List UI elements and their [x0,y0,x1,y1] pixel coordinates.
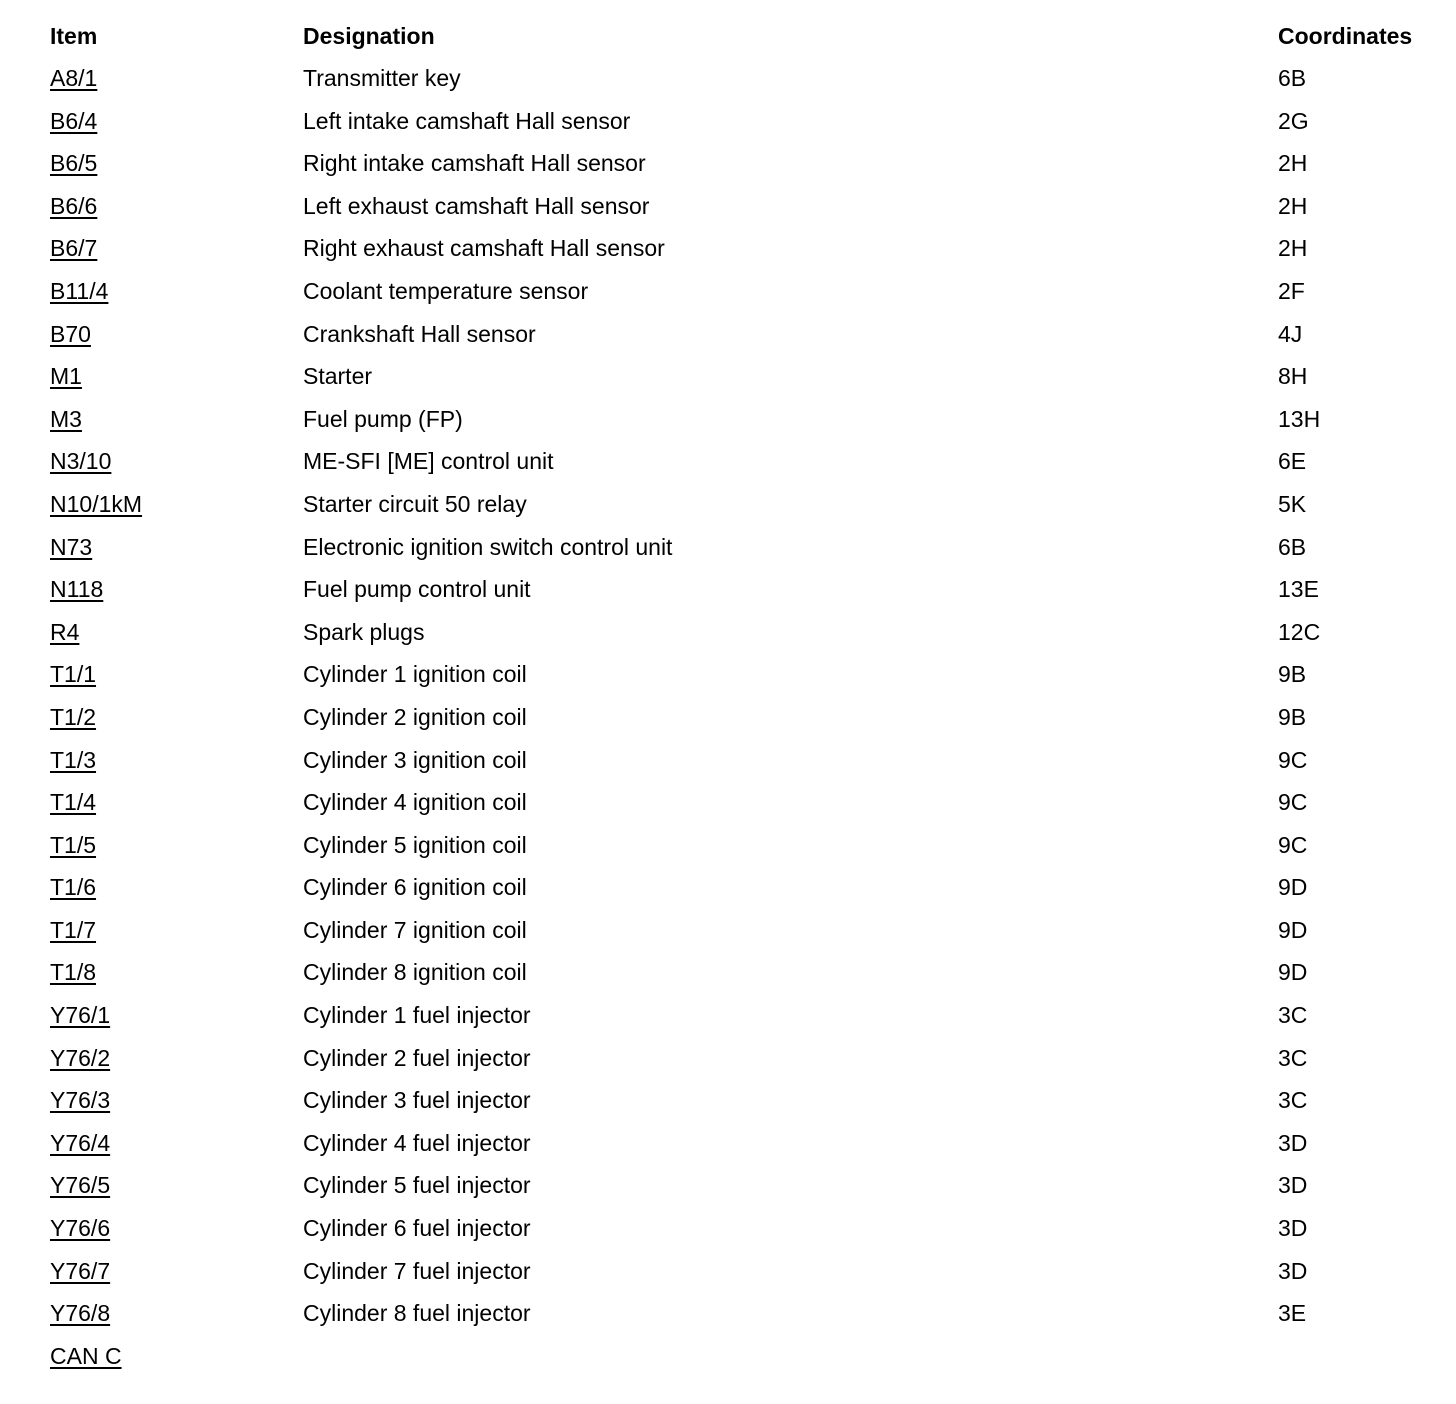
item-link[interactable]: T1/2 [50,703,97,730]
table-row [0,742,1456,785]
designation-cell: Spark plugs [303,618,425,645]
coordinates-cell: 3D [1278,1215,1308,1242]
item-link[interactable]: B6/4 [50,107,98,134]
item-link[interactable]: N73 [50,533,93,560]
designation-cell: Starter circuit 50 relay [303,490,527,517]
item-link[interactable]: Y76/7 [50,1257,111,1284]
table-row [0,1295,1456,1338]
table-row [0,912,1456,955]
table-row [0,358,1456,401]
coordinates-cell: 13H [1278,405,1321,432]
coordinates-cell: 9D [1278,959,1308,986]
designation-cell: Cylinder 1 fuel injector [303,1002,531,1029]
item-link[interactable]: B6/7 [50,235,98,262]
coordinates-cell: 8H [1278,363,1308,390]
table-row [0,1210,1456,1253]
item-link[interactable]: M3 [50,405,82,432]
coordinates-cell: 2H [1278,150,1308,177]
table-row [0,954,1456,997]
table-row [0,614,1456,657]
item-link[interactable]: M1 [50,363,82,390]
item-link[interactable]: T1/5 [50,831,97,858]
table-row [0,529,1456,572]
designation-cell: Cylinder 5 ignition coil [303,831,527,858]
coordinates-cell: 9C [1278,789,1308,816]
item-link[interactable]: B6/6 [50,192,98,219]
table-row [0,827,1456,870]
coordinates-cell: 9C [1278,746,1308,773]
designation-cell: Starter [303,363,373,390]
coordinates-cell: 13E [1278,576,1319,603]
designation-cell: Fuel pump control unit [303,576,531,603]
designation-cell: Cylinder 2 fuel injector [303,1044,531,1071]
designation-cell: Cylinder 2 ignition coil [303,703,527,730]
coordinates-cell: 9C [1278,831,1308,858]
coordinates-cell: 6B [1278,65,1307,91]
table-row [0,443,1456,486]
designation-cell: Left exhaust camshaft Hall sensor [303,192,650,219]
coordinates-cell: 6E [1278,448,1307,475]
item-link[interactable]: T1/1 [50,661,97,688]
table-body [0,60,1456,1380]
table-row [0,60,1456,103]
coordinates-cell: 2F [1278,277,1305,304]
designation-cell: Cylinder 8 ignition coil [303,959,527,986]
coordinates-cell: 3C [1278,1002,1308,1029]
item-link[interactable]: A8/1 [50,65,98,91]
coordinates-cell: 3D [1278,1129,1308,1156]
coordinates-cell: 3C [1278,1087,1308,1114]
designation-cell: ME-SFI [ME] control unit [303,448,554,475]
item-link[interactable]: T1/8 [50,959,97,986]
designation-cell: Fuel pump (FP) [303,405,463,432]
table-row [0,784,1456,827]
item-link[interactable]: CAN C [50,1342,122,1369]
coordinates-cell: 3C [1278,1044,1308,1071]
coordinates-cell: 4J [1278,320,1303,347]
table-row [0,1082,1456,1125]
table-row [0,1338,1456,1381]
coordinates-cell: 9D [1278,916,1308,943]
item-link[interactable]: Y76/4 [50,1129,111,1156]
table-row [0,997,1456,1040]
item-link[interactable]: Y76/6 [50,1215,111,1242]
item-link[interactable]: Y76/8 [50,1300,111,1327]
item-link[interactable]: N118 [50,576,104,603]
table-row [0,103,1456,146]
coordinates-cell: 3D [1278,1172,1308,1199]
coordinates-cell: 9D [1278,874,1308,901]
designation-cell: Coolant temperature sensor [303,277,589,304]
designation-cell: Transmitter key [303,65,461,91]
designation-cell: Cylinder 4 fuel injector [303,1129,531,1156]
item-link[interactable]: B6/5 [50,150,98,177]
designation-cell: Right intake camshaft Hall sensor [303,150,646,177]
coordinates-cell: 2G [1278,107,1309,134]
item-link[interactable]: T1/6 [50,874,97,901]
table-row [0,869,1456,912]
item-link[interactable]: Y76/3 [50,1087,111,1114]
item-link[interactable]: B70 [50,320,91,347]
coordinates-cell: 12C [1278,618,1321,645]
coordinates-cell: 9B [1278,703,1307,730]
table-row [0,1040,1456,1083]
designation-cell: Cylinder 6 ignition coil [303,874,527,901]
item-link[interactable]: T1/7 [50,916,97,943]
table-row [0,1125,1456,1168]
item-link[interactable]: N3/10 [50,448,112,475]
table-row [0,699,1456,742]
table-row [0,1167,1456,1210]
item-link[interactable]: Y76/1 [50,1002,111,1029]
item-link[interactable]: B11/4 [50,277,109,304]
table-header-row [0,0,1456,49]
designation-cell: Cylinder 1 ignition coil [303,661,527,688]
item-link[interactable]: R4 [50,618,80,645]
table-row [0,188,1456,231]
coordinates-cell: 2H [1278,192,1308,219]
header-item: Item [50,23,98,49]
table-row [0,1253,1456,1296]
item-link[interactable]: Y76/2 [50,1044,111,1071]
header-designation: Designation [303,23,435,49]
table-row [0,571,1456,614]
designation-cell: Cylinder 3 ignition coil [303,746,527,773]
designation-cell: Cylinder 5 fuel injector [303,1172,531,1199]
header-coordinates: Coordinates [1278,23,1413,49]
coordinates-cell: 3D [1278,1257,1308,1284]
designation-cell: Right exhaust camshaft Hall sensor [303,235,665,262]
coordinates-cell: 6B [1278,533,1307,560]
designation-cell: Cylinder 3 fuel injector [303,1087,531,1114]
designation-cell: Crankshaft Hall sensor [303,320,536,347]
designation-cell: Cylinder 7 ignition coil [303,916,527,943]
item-link[interactable]: Y76/5 [50,1172,111,1199]
table-row [0,145,1456,188]
coordinates-cell: 3E [1278,1300,1307,1327]
table-row [0,656,1456,699]
designation-cell: Left intake camshaft Hall sensor [303,107,631,134]
coordinates-cell: 5K [1278,490,1307,517]
item-link[interactable]: T1/3 [50,746,97,773]
item-link[interactable]: T1/4 [50,789,97,816]
coordinates-cell: 9B [1278,661,1307,688]
table-row [0,230,1456,273]
table-row [0,273,1456,316]
table-row [0,401,1456,444]
designation-cell: Electronic ignition switch control unit [303,533,673,560]
table-row [0,486,1456,529]
designation-cell: Cylinder 8 fuel injector [303,1300,531,1327]
table-row [0,316,1456,359]
designation-cell: Cylinder 6 fuel injector [303,1215,531,1242]
coordinates-cell: 2H [1278,235,1308,262]
designation-cell: Cylinder 7 fuel injector [303,1257,531,1284]
designation-cell: Cylinder 4 ignition coil [303,789,527,816]
item-link[interactable]: N10/1kM [50,490,143,517]
